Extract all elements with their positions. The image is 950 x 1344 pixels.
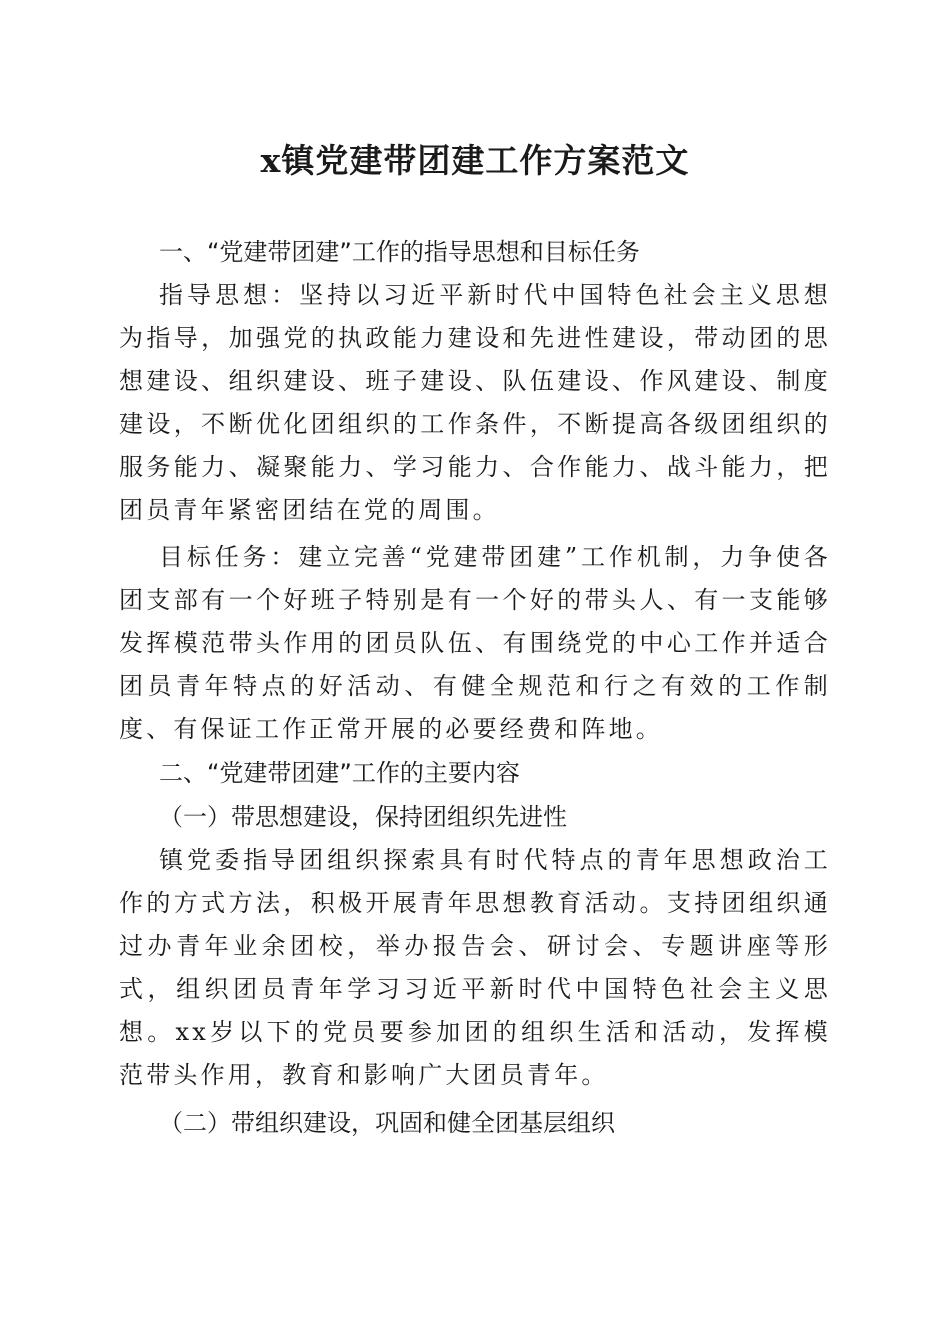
document-body bbox=[119, 230, 831, 1145]
section-1-paragraph-guiding-thought: 指导思想：坚持以习近平新时代中国特色社会主义思想为指导，加强党的执政能力建设和先进性建设，带动团的思想建设、组织建设、班子建设、队伍建设、作风建设、制度建设，不断优化团组织的工作条件，不断提高各级团组织的服务能力、凝聚能力、学习能力、合作能力、战斗能力，把团员青年紧密团结在党的周围。 bbox=[119, 281, 831, 524]
section-1-heading: 一、“党建带团建”工作的指导思想和目标任务 bbox=[159, 238, 640, 266]
subsection-2-1-paragraph: 镇党委指导团组织探索具有时代特点的青年思想政治工作的方式方法，积极开展青年思想教育活动。支持团组织通过办青年业余团校，举办报告会、研讨会、专题讲座等形式，组织团员青年学习习近平新时代中国特色社会主义思想。xx岁以下的党员要参加团的组织生活和活动，发挥模范带头作用，教育和影响广大团员青年。 bbox=[119, 846, 831, 1089]
section-2-heading: 二、“党建带团建”工作的主要内容 bbox=[159, 759, 520, 787]
document-title: x镇党建带团建工作方案范文 bbox=[260, 141, 690, 180]
subsection-2-2-heading: （二）带组织建设，巩固和健全团基层组织 bbox=[159, 1109, 615, 1137]
section-1-paragraph-goals: 目标任务：建立完善“党建带团建”工作机制，力争使各团支部有一个好班子特别是有一个好的带头人、有一支能够发挥模范带头作用的团员队伍、有围绕党的中心工作并适合团员青年特点的好活动、有健全规范和行之有效的工作制度、有保证工作正常开展的必要经费和阵地。 bbox=[119, 543, 831, 743]
subsection-2-1-heading: （一）带思想建设，保持团组织先进性 bbox=[159, 803, 567, 831]
